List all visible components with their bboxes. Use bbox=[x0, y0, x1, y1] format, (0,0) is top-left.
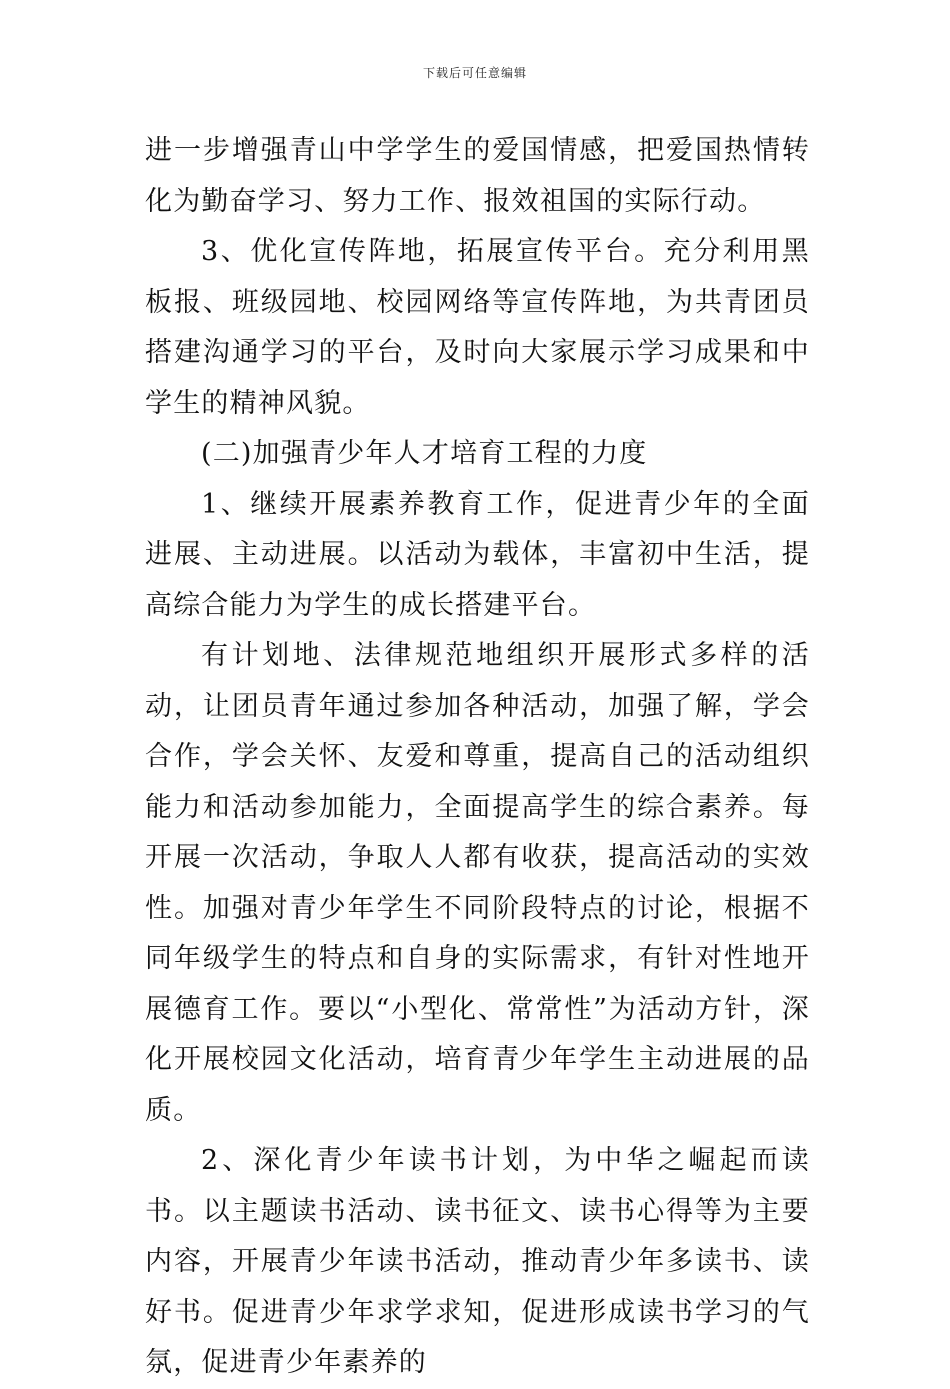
page-header: 下载后可任意编辑 bbox=[422, 66, 527, 80]
paragraph-item-3: 3、优化宣传阵地，拓展宣传平台。充分利用黑板报、班级园地、校园网络等宣传阵地，为共青团员搭建沟通学习的平台，及时向大家展示学习成果和中学生的精神风貌。 bbox=[145, 236, 810, 419]
paragraph-item-2: 2、深化青少年读书计划，为中华之崛起而读书。以主题读书活动、读书征文、读书心得等为主要内容，开展青少年读书活动，推动青少年多读书、读好书。促进青少年求学求知，促进形成读书学习的气氛，促进青少年素养的 bbox=[145, 1145, 810, 1378]
paragraph-item-1: 1、继续开展素养教育工作，促进青少年的全面进展、主动进展。以活动为载体，丰富初中生活，提高综合能力为学生的成长搭建平台。 bbox=[145, 488, 810, 621]
document-body bbox=[145, 126, 810, 1389]
paragraph-continuation: 进一步增强青山中学学生的爱国情感，把爱国热情转化为勤奋学习、努力工作、报效祖国的实际行动。 bbox=[145, 135, 810, 217]
section-heading: (二)加强青少年人才培育工程的力度 bbox=[201, 438, 648, 469]
paragraph-activities: 有计划地、法律规范地组织开展形式多样的活动，让团员青年通过参加各种活动，加强了解，学会合作，学会关怀、友爱和尊重，提高自己的活动组织能力和活动参加能力，全面提高学生的综合素养。每开展一次活动，争取人人都有收获，提高活动的实效性。加强对青少年学生不同阶段特点的讨论，根据不同年级学生的特点和自身的实际需求，有针对性地开展德育工作。要以“小型化、常常性”为活动方针，深化开展校园文化活动，培育青少年学生主动进展的品质。 bbox=[145, 640, 810, 1126]
